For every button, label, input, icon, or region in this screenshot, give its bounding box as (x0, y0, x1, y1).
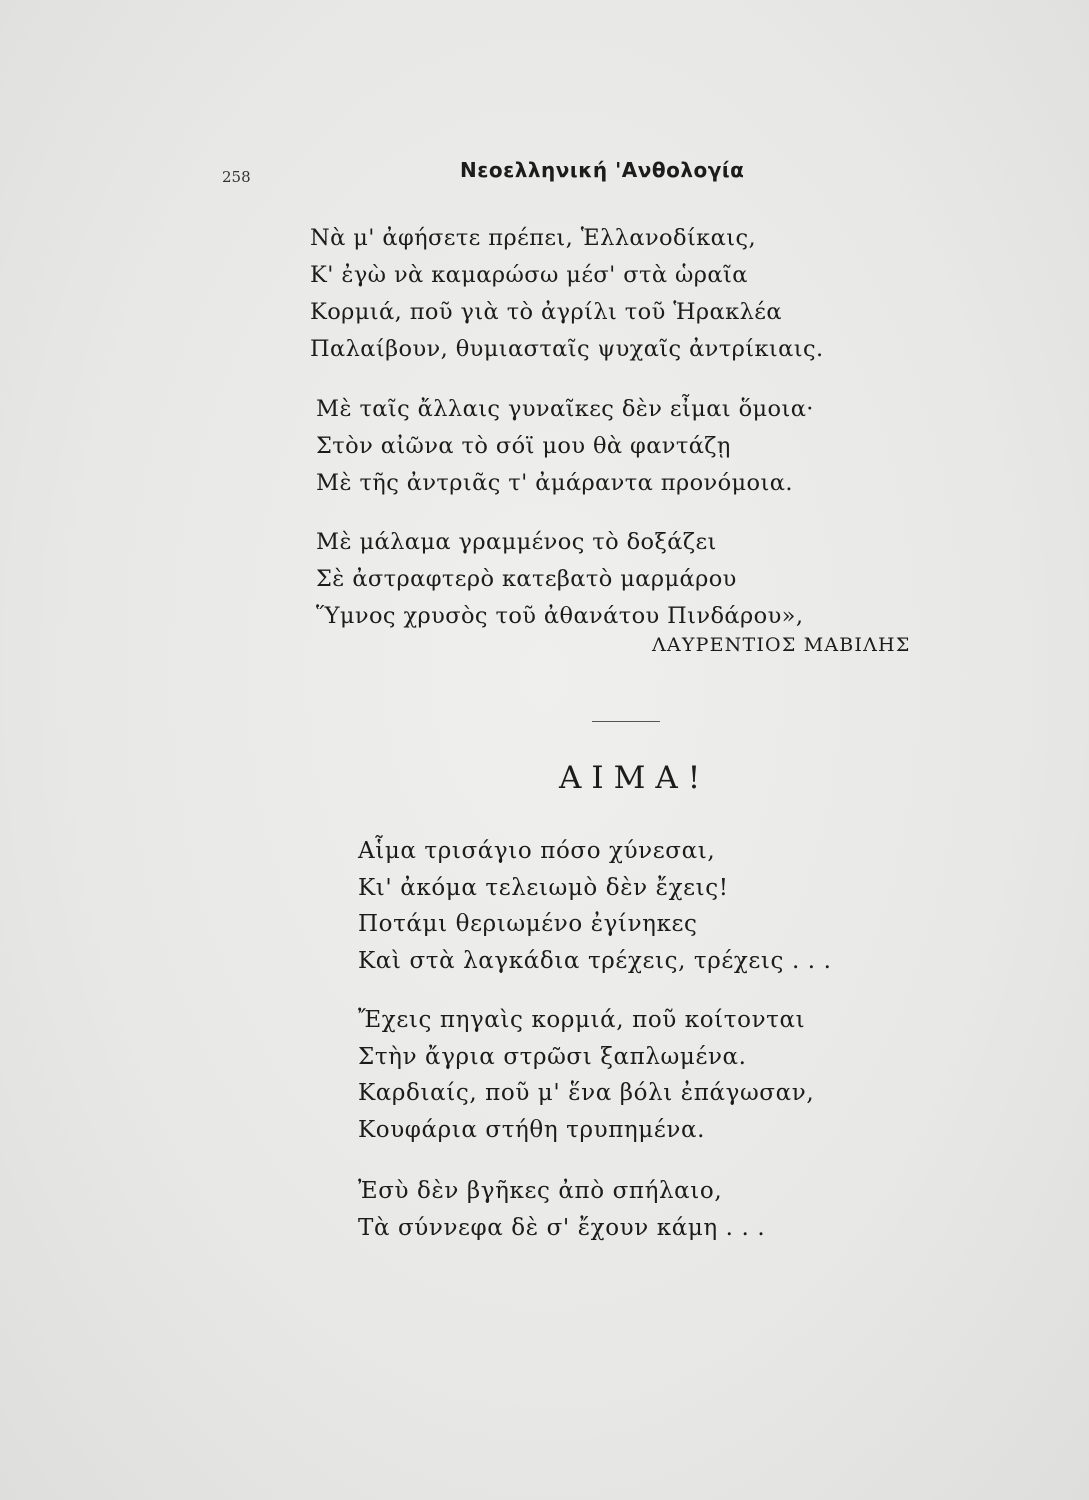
poem-line: Μὲ τῆς ἀντριᾶς τ' ἀμάραντα προνόμοια. (316, 470, 793, 496)
running-head: Νεοελληνική 'Ανθολογία (460, 158, 745, 182)
poem1-author: ΛΑΥΡΕΝΤΙΟΣ ΜΑΒΙΛΗΣ (652, 634, 911, 656)
poem-line: Κ' ἐγὼ νὰ καμαρώσω μέσ' στὰ ὡραῖα (310, 262, 748, 288)
poem-line: Ὕμνος χρυσὸς τοῦ ἀθανάτου Πινδάρου», (316, 603, 804, 629)
poem-line: Ἔχεις πηγαὶς κορμιά, ποῦ κοίτονται (358, 1007, 806, 1033)
poem-line: Μὲ ταῖς ἄλλαις γυναῖκες δὲν εἶμαι ὅμοια· (316, 396, 814, 422)
poem-line: Μὲ μάλαμα γραμμένος τὸ δοξάζει (316, 529, 717, 555)
poem-line: Αἷμα τρισάγιο πόσο χύνεσαι, (358, 838, 716, 864)
poem1-stanza-1 (310, 220, 824, 368)
poem-line: Στὴν ἄγρια στρῶσι ξαπλωμένα. (358, 1043, 747, 1070)
poem-line: Σὲ ἀστραφτερὸ κατεβατὸ μαρμάρου (316, 566, 737, 592)
poem-line: Παλαίβουν, θυμιασταῖς ψυχαῖς ἀντρίκιαις. (310, 336, 824, 362)
poem-line: Ποτάμι θεριωμένο ἐγίνηκες (358, 911, 698, 937)
poem-line: Νὰ μ' ἀφήσετε πρέπει, Ἑλλανοδίκαις, (310, 225, 757, 251)
poem2-stanza-3 (358, 1173, 765, 1246)
poem-line: Καρδιαίς, ποῦ μ' ἕνα βόλι ἐπάγωσαν, (358, 1080, 815, 1106)
poem1-stanza-2 (316, 391, 814, 502)
poem-line: Κουφάρια στήθη τρυπημένα. (358, 1116, 705, 1143)
poem2-stanza-1 (358, 833, 832, 979)
section-divider (592, 721, 660, 722)
poem-line: Καὶ στὰ λαγκάδια τρέχεις, τρέχεις . . . (358, 947, 832, 974)
poem-line: Ἐσὺ δὲν βγῆκες ἀπὸ σπήλαιο, (358, 1178, 723, 1204)
page-number: 258 (222, 168, 251, 186)
poem-line: Στὸν αἰῶνα τὸ σόϊ μου θὰ φαντάζῃ (316, 433, 731, 459)
poem-line: Κι' ἀκόμα τελειωμὸ δὲν ἔχεις! (358, 874, 729, 901)
poem2-stanza-2 (358, 1002, 814, 1148)
poem2-title: ΑΙΜΑ! (559, 760, 711, 796)
poem-line: Τὰ σύννεφα δὲ σ' ἔχουν κάμη . . . (358, 1214, 766, 1241)
poem1-stanza-3 (316, 524, 803, 635)
poem-line: Κορμιά, ποῦ γιὰ τὸ ἀγρίλι τοῦ Ἡρακλέα (310, 299, 782, 325)
